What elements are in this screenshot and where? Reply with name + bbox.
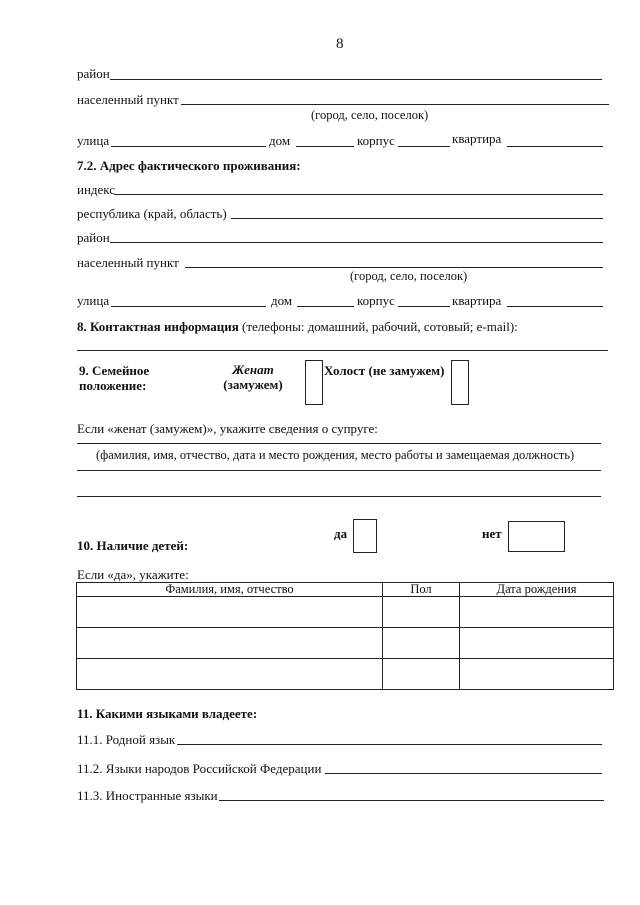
child-sex-cell[interactable] [383,597,460,628]
children-no-label: нет [482,526,502,541]
foreign-languages-label: 11.3. Иностранные языки [77,788,218,803]
rf-languages-label: 11.2. Языки народов Российской Федерации [77,761,322,776]
languages-heading: 11. Какими языками владеете: [77,706,258,721]
table-row [77,628,614,659]
column-header-sex: Пол [383,583,460,597]
apartment-label: квартира [452,131,502,146]
child-name-cell[interactable] [77,659,383,690]
children-heading: 10. Наличие детей: [77,538,189,553]
house-label: дом [269,133,291,148]
table-row [77,597,614,628]
column-header-name: Фамилия, имя, отчество [77,583,383,597]
actual-street-field[interactable] [111,306,266,307]
children-table [76,582,614,690]
child-birthdate-cell[interactable] [460,597,614,628]
locality-field[interactable] [181,104,609,105]
child-sex-cell[interactable] [383,659,460,690]
building-field[interactable] [398,146,450,147]
children-yes-label: да [334,526,348,541]
single-checkbox[interactable] [451,360,469,405]
index-field[interactable] [114,194,603,195]
child-name-cell[interactable] [77,628,383,659]
child-birthdate-cell[interactable] [460,628,614,659]
district-field[interactable] [110,79,602,80]
street-label: улица [77,133,110,148]
spouse-hint: (фамилия, имя, отчество, дата и место рождения, место работы и замещаемая должность) [96,448,575,462]
native-language-label: 11.1. Родной язык [77,732,176,747]
table-row [77,659,614,690]
children-table-header [77,583,614,597]
index-label: индекс [77,182,116,197]
actual-locality-hint: (город, село, поселок) [350,269,468,283]
children-yes-checkbox[interactable] [353,519,377,553]
child-birthdate-cell[interactable] [460,659,614,690]
native-language-field[interactable] [177,744,602,745]
children-no-checkbox[interactable] [508,521,565,552]
building-label: корпус [357,133,395,148]
marital-heading [79,363,149,393]
married-label-line2: (замужем) [223,377,283,392]
actual-apartment-field[interactable] [507,306,603,307]
spouse-field-3[interactable] [77,496,601,497]
actual-street-label: улица [77,293,110,308]
children-prompt: Если «да», укажите: [77,567,189,582]
region-label: республика (край, область) [77,206,227,221]
actual-building-label: корпус [357,293,395,308]
spouse-field-1[interactable] [77,443,601,444]
actual-house-field[interactable] [297,306,354,307]
child-sex-cell[interactable] [383,628,460,659]
actual-building-field[interactable] [398,306,450,307]
married-label-line1: Женат [232,362,274,377]
district-label: район [77,66,110,81]
contact-heading: 8. Контактная информация [77,319,239,334]
page-number: 8 [336,36,344,52]
contact-field[interactable] [77,350,608,351]
locality-label: населенный пункт [77,92,179,107]
married-option [222,362,284,392]
rf-languages-field[interactable] [325,773,602,774]
contact-row [77,319,518,335]
contact-hint: (телефоны: домашний, рабочий, сотовый; e-mail): [242,319,518,334]
marital-heading-line2: положение: [79,378,147,393]
actual-address-heading: 7.2. Адрес фактического проживания: [77,158,301,173]
actual-locality-field[interactable] [185,267,603,268]
house-field[interactable] [296,146,354,147]
apartment-field[interactable] [507,146,603,147]
actual-district-label: район [77,230,110,245]
column-header-birthdate: Дата рождения [460,583,614,597]
actual-house-label: дом [271,293,293,308]
spouse-prompt: Если «женат (замужем)», укажите сведения о супруге: [77,421,378,436]
single-label: Холост (не замужем) [324,363,445,378]
child-name-cell[interactable] [77,597,383,628]
region-field[interactable] [231,218,603,219]
actual-district-field[interactable] [110,242,603,243]
locality-hint: (город, село, поселок) [311,108,429,122]
married-checkbox[interactable] [305,360,323,405]
street-field[interactable] [111,146,266,147]
foreign-languages-field[interactable] [219,800,604,801]
spouse-field-2[interactable] [77,470,601,471]
marital-heading-line1: 9. Семейное [79,363,150,378]
actual-apartment-label: квартира [452,293,502,308]
actual-locality-label: населенный пункт [77,255,179,270]
